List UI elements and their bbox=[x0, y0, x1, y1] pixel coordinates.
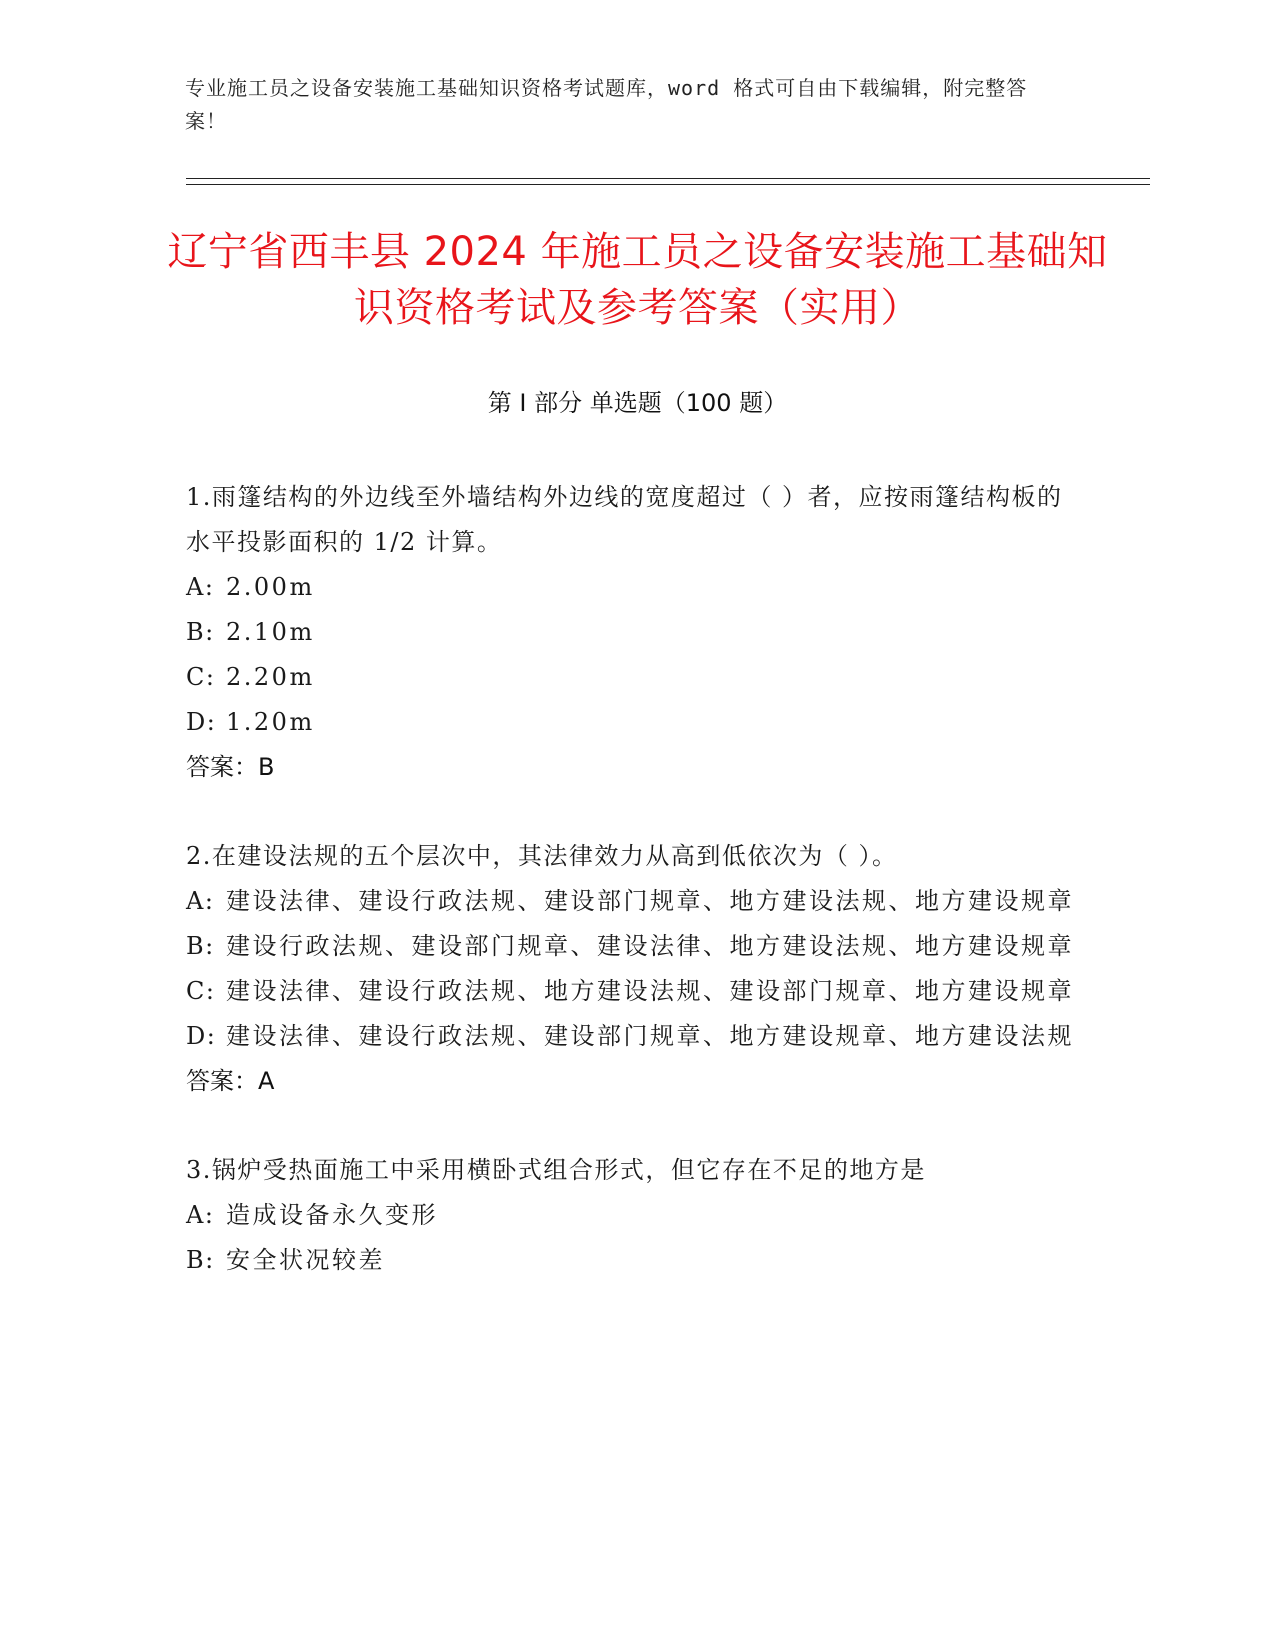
option-c bbox=[186, 655, 1086, 700]
option-text: 建设行政法规、建设部门规章、建设法律、地方建设法规、地方建设规章 bbox=[226, 932, 1074, 960]
option-b bbox=[186, 610, 1086, 655]
option-b bbox=[186, 924, 1086, 969]
option-a bbox=[186, 879, 1086, 924]
option-letter: B: bbox=[186, 1246, 215, 1274]
section-heading: 第 I 部分 单选题（100 题） bbox=[487, 389, 788, 417]
option-c bbox=[186, 969, 1086, 1014]
question-list bbox=[186, 475, 1086, 1327]
option-letter: B: bbox=[186, 618, 215, 646]
option-a bbox=[186, 1193, 1086, 1238]
option-a bbox=[186, 565, 1086, 610]
option-letter: A: bbox=[186, 1201, 215, 1229]
option-letter: D: bbox=[186, 708, 217, 736]
question-stem: 1.雨篷结构的外边线至外墙结构外边线的宽度超过（ ）者，应按雨篷结构板的水平投影面积的 1/2 计算。 bbox=[186, 483, 1063, 556]
option-letter: C: bbox=[186, 977, 216, 1005]
question-1 bbox=[186, 475, 1086, 790]
option-text: 建设法律、建设行政法规、建设部门规章、地方建设规章、地方建设法规 bbox=[226, 1022, 1074, 1050]
option-text: 安全状况较差 bbox=[226, 1246, 385, 1274]
option-b bbox=[186, 1238, 1086, 1283]
option-text: 造成设备永久变形 bbox=[226, 1201, 438, 1229]
option-letter: B: bbox=[186, 932, 215, 960]
header-divider-bottom bbox=[186, 184, 1150, 185]
option-text: 1.20m bbox=[226, 708, 315, 736]
option-letter: A: bbox=[186, 573, 215, 601]
question-3 bbox=[186, 1148, 1086, 1283]
option-letter: D: bbox=[186, 1022, 217, 1050]
question-stem: 2.在建设法规的五个层次中，其法律效力从高到低依次为（ ）。 bbox=[186, 842, 898, 870]
header-divider-top bbox=[186, 178, 1150, 179]
document-title: 辽宁省西丰县 2024 年施工员之设备安装施工基础知识资格考试及参考答案（实用） bbox=[167, 229, 1108, 331]
option-d bbox=[186, 700, 1086, 745]
option-text: 2.10m bbox=[226, 618, 315, 646]
option-text: 建设法律、建设行政法规、地方建设法规、建设部门规章、地方建设规章 bbox=[226, 977, 1074, 1005]
option-letter: C: bbox=[186, 663, 216, 691]
question-stem: 3.锅炉受热面施工中采用横卧式组合形式，但它存在不足的地方是 bbox=[186, 1156, 926, 1184]
question-2 bbox=[186, 834, 1086, 1104]
option-d bbox=[186, 1014, 1086, 1059]
option-letter: A: bbox=[186, 887, 215, 915]
option-text: 建设法律、建设行政法规、建设部门规章、地方建设法规、地方建设规章 bbox=[226, 887, 1074, 915]
answer-line: 答案：B bbox=[186, 753, 275, 781]
option-text: 2.00m bbox=[226, 573, 315, 601]
option-text: 2.20m bbox=[226, 663, 315, 691]
answer-line: 答案：A bbox=[186, 1067, 275, 1095]
header-note: 专业施工员之设备安装施工基础知识资格考试题库，word 格式可自由下载编辑，附完整答案！ bbox=[185, 76, 1028, 133]
